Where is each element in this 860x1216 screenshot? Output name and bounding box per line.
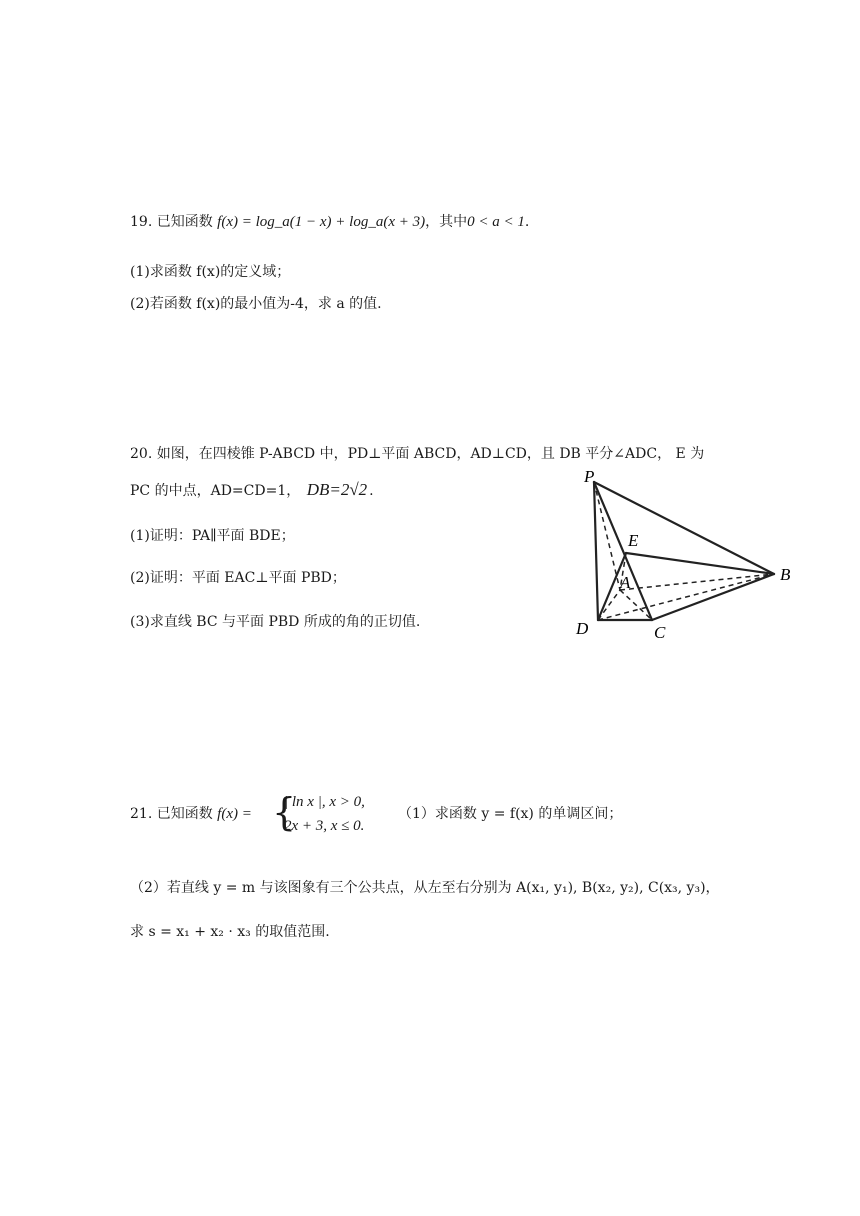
q20-part2: (2)证明：平面 EAC⊥平面 PBD； (130, 570, 346, 586)
q21-part2-a: （2）若直线 y = m 与该图象有三个公共点，从左至右分别为 A(x₁, y₁), B(x₂, y₂), C(x₃, y₃)， (130, 880, 720, 896)
pyramid-diagram (572, 468, 804, 648)
q21-number: 21. (130, 806, 153, 822)
edge-PC (594, 482, 652, 620)
q19-stem (130, 212, 529, 232)
q19-number: 19. (130, 214, 153, 230)
q19-intro: 已知函数 (156, 214, 213, 230)
label-C: C (654, 623, 666, 642)
q20-line2 (130, 480, 374, 501)
q19-part2: (2)若函数 f(x)的最小值为-4，求 a 的值. (130, 296, 382, 312)
q21-brace: { (272, 790, 297, 834)
q20-line2-end: . (369, 483, 374, 499)
q19-end: . (524, 214, 530, 230)
label-P: P (584, 468, 595, 486)
q20-line2-prefix: PC 的中点，AD=CD=1， (130, 483, 301, 499)
edge-AC (620, 590, 652, 620)
q21-part1: （1）求函数 y = f(x) 的单调区间； (398, 806, 623, 822)
edge-PD (594, 482, 598, 620)
q21-stem (130, 804, 252, 824)
q21-case1: | ln x |, x > 0, (284, 794, 365, 810)
q21-case2: 2x + 3, x ≤ 0. (284, 818, 365, 834)
q21-fx: f(x) = (217, 806, 252, 822)
q19-part1: (1)求函数 f(x)的定义域； (130, 264, 291, 280)
pyramid-figure (572, 468, 804, 648)
q19-condition: 0 < a < 1 (467, 214, 525, 230)
q20-line1: 20. 如图，在四棱锥 P-ABCD 中，PD⊥平面 ABCD，AD⊥CD，且 DB 平分∠ADC， E 为 (130, 446, 705, 462)
label-D: D (576, 619, 589, 638)
q19-condition-prefix: ，其中 (425, 214, 468, 230)
label-E: E (628, 531, 639, 550)
q19-formula: f(x) = log_a(1 − x) + log_a(x + 3) (217, 214, 426, 230)
q20-part1: (1)证明：PA∥平面 BDE； (130, 528, 295, 544)
q20-db-formula: DB=2√2 (306, 480, 368, 499)
q20-part3: (3)求直线 BC 与平面 PBD 所成的角的正切值. (130, 614, 421, 630)
label-A: A (620, 573, 631, 592)
label-B: B (780, 565, 791, 584)
q21-intro: 已知函数 (156, 806, 213, 822)
q21-part2-b: 求 s = x₁ + x₂ · x₃ 的取值范围. (130, 924, 330, 940)
